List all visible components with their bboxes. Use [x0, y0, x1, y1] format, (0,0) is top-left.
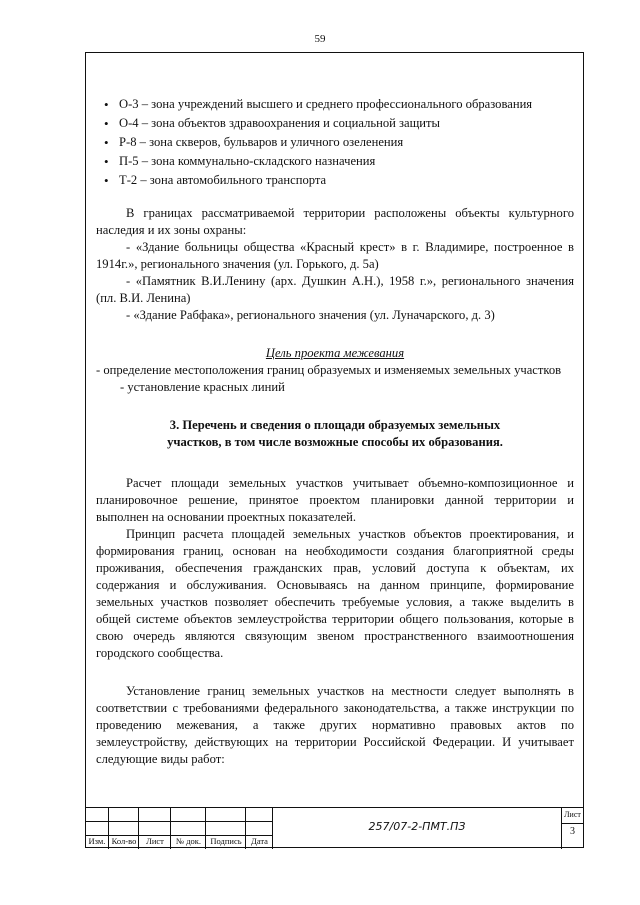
- document-code: 257/07-2-ПМТ.ПЗ: [368, 820, 466, 833]
- zone-list: [96, 96, 574, 189]
- sheet-label: Лист: [564, 810, 581, 819]
- goal-item: - установление красных линий: [120, 380, 285, 394]
- heritage-item: - «Здание Рабфака», регионального значения (ул. Луначарского, д. 3): [126, 308, 495, 322]
- stamp-label-sheet: Лист: [146, 836, 164, 846]
- goal-title: Цель проекта межевания: [265, 346, 405, 360]
- zone-item: • Р-8 – зона скверов, бульваров и уличного озеленения: [96, 134, 574, 151]
- paragraph: Расчет площади земельных участков учитывает объемно-композиционное и планировочное решение, принятое проектом планировки данной территории и выполнен на основании проектных показателей.: [96, 476, 574, 524]
- section-heading-line2: участков, в том числе возможные способы их образования.: [167, 435, 503, 449]
- goal-item: - определение местоположения границ образуемых и изменяемых земельных участков: [96, 363, 562, 377]
- heritage-intro: В границах рассматриваемой территории расположены объекты культурного наследия и их зоны охраны:: [96, 206, 574, 237]
- sheet-number: 3: [570, 826, 575, 837]
- heritage-item: - «Здание больницы общества «Красный крест» в г. Владимире, построенное в 1914г.», регионального значения (ул. Горького, д. 5а): [96, 240, 574, 271]
- page-number: 59: [314, 33, 326, 45]
- zone-item: • Т-2 – зона автомобильного транспорта: [96, 172, 574, 189]
- heritage-item: - «Памятник В.И.Ленину (арх. Душкин А.Н.), 1958 г.», регионального значения (пл. В.И. Ленина): [96, 274, 574, 305]
- stamp-label-docnum: № док.: [175, 836, 202, 846]
- zone-item: • О-4 – зона объектов здравоохранения и социальной защиты: [96, 115, 574, 132]
- stamp-label-change: Изм.: [88, 836, 106, 846]
- stamp-label-count: Кол-во: [111, 836, 137, 846]
- zone-item: • О-3 – зона учреждений высшего и среднего профессионального образования: [96, 96, 574, 113]
- paragraph: Принцип расчета площадей земельных участков объектов проектирования, и формирования границ, основан на необходимости создания благоприятной среды проживания, обеспечения гражданских прав, условий доступа к объектам, их содержания и обслуживания. Основываясь на данном принципе, формирование земельных участков позволяет обеспечить требуемые условия, а также выделить в общей системе объектов землеустройства территории общего пользования, которые в свою очередь являются связующим звеном пространственного взаимоотношения городского сообщества.: [96, 527, 574, 660]
- paragraph: Установление границ земельных участков на местности следует выполнять в соответствии с требованиями федерального законодательства, а также инструкции по проведению межевания, а также других нормативно правовых актов по землеустройству, действующих на территории Российской Федерации. И учитывает следующие виды работ:: [96, 684, 574, 766]
- stamp-label-signature: Подпись: [210, 836, 242, 846]
- zone-item: • П-5 – зона коммунально-складского назначения: [96, 153, 574, 170]
- stamp-label-date: Дата: [251, 836, 268, 846]
- title-block: [85, 807, 584, 848]
- section-heading-line1: 3. Перечень и сведения о площади образуемых земельных: [169, 418, 501, 432]
- document-body: [96, 96, 574, 768]
